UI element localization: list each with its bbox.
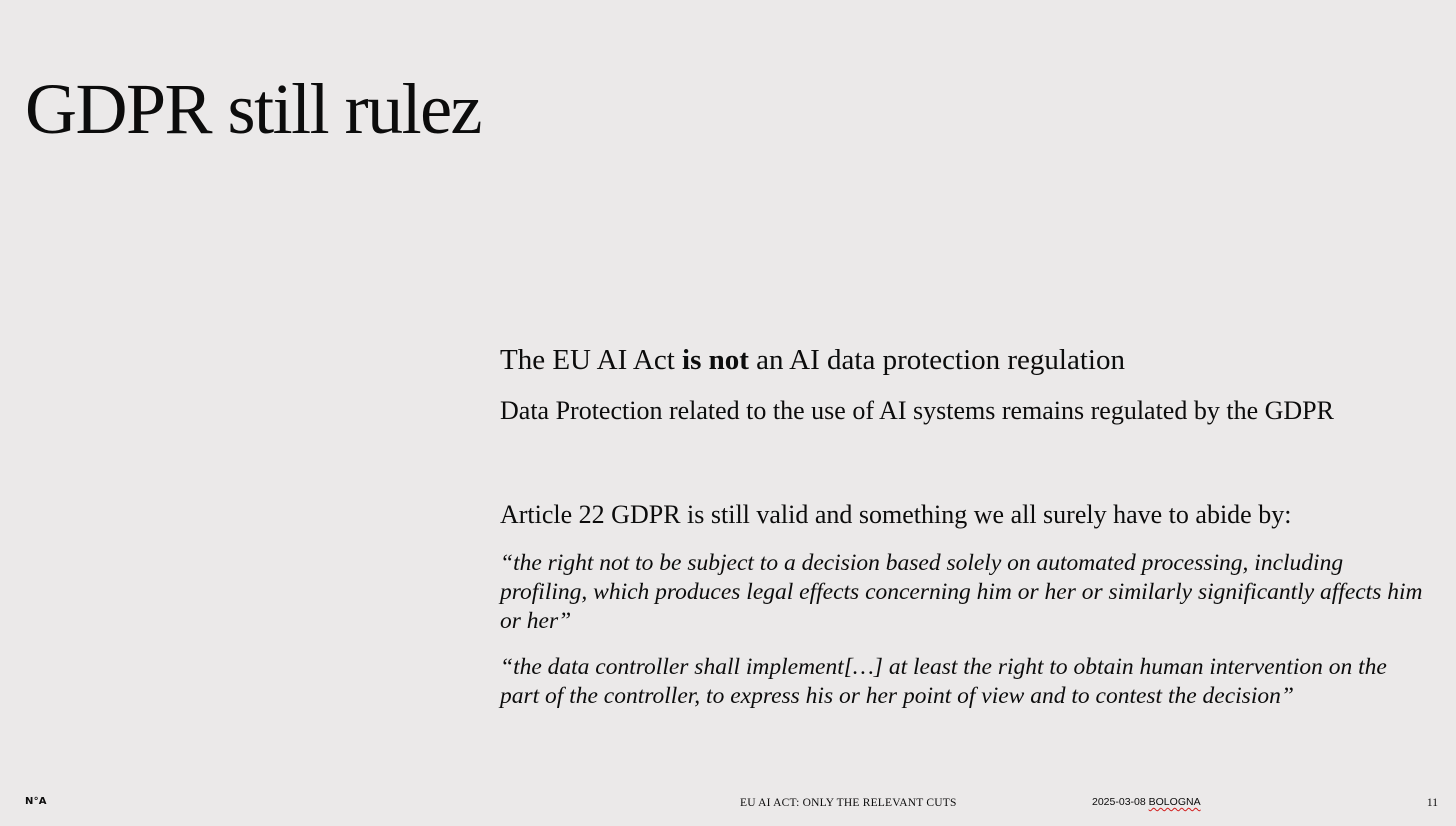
footer-logo: N°A bbox=[25, 796, 47, 807]
lead-text-after: an AI data protection regulation bbox=[748, 344, 1125, 376]
slide-title: GDPR still rulez bbox=[25, 69, 481, 149]
footer-title: EU AI ACT: ONLY THE RELEVANT CUTS bbox=[740, 797, 957, 809]
footer-date: 2025-03-08 bbox=[1092, 796, 1146, 808]
page-number: 11 bbox=[1426, 797, 1438, 809]
slide-content bbox=[500, 341, 1430, 711]
quote-2: “the data controller shall implement[…] at least the right to obtain human intervention on the part of the controller, to express his or her point of view and to contest the decision” bbox=[500, 654, 1387, 709]
lead-emphasis: is not bbox=[682, 344, 749, 376]
sub-statement: Data Protection related to the use of AI systems remains regulated by the GDPR bbox=[500, 396, 1334, 425]
footer-date-location bbox=[1092, 796, 1201, 808]
footer-city: BOLOGNA bbox=[1148, 796, 1201, 808]
quote-1: “the right not to be subject to a decision based solely on automated processing, including profiling, which produces legal effects concerning him or her or similarly significantly affects him or her” bbox=[500, 550, 1423, 634]
lead-text-before: The EU AI Act bbox=[500, 344, 683, 376]
article-intro: Article 22 GDPR is still valid and something we all surely have to abide by: bbox=[500, 500, 1292, 529]
lead-statement bbox=[500, 341, 1430, 379]
